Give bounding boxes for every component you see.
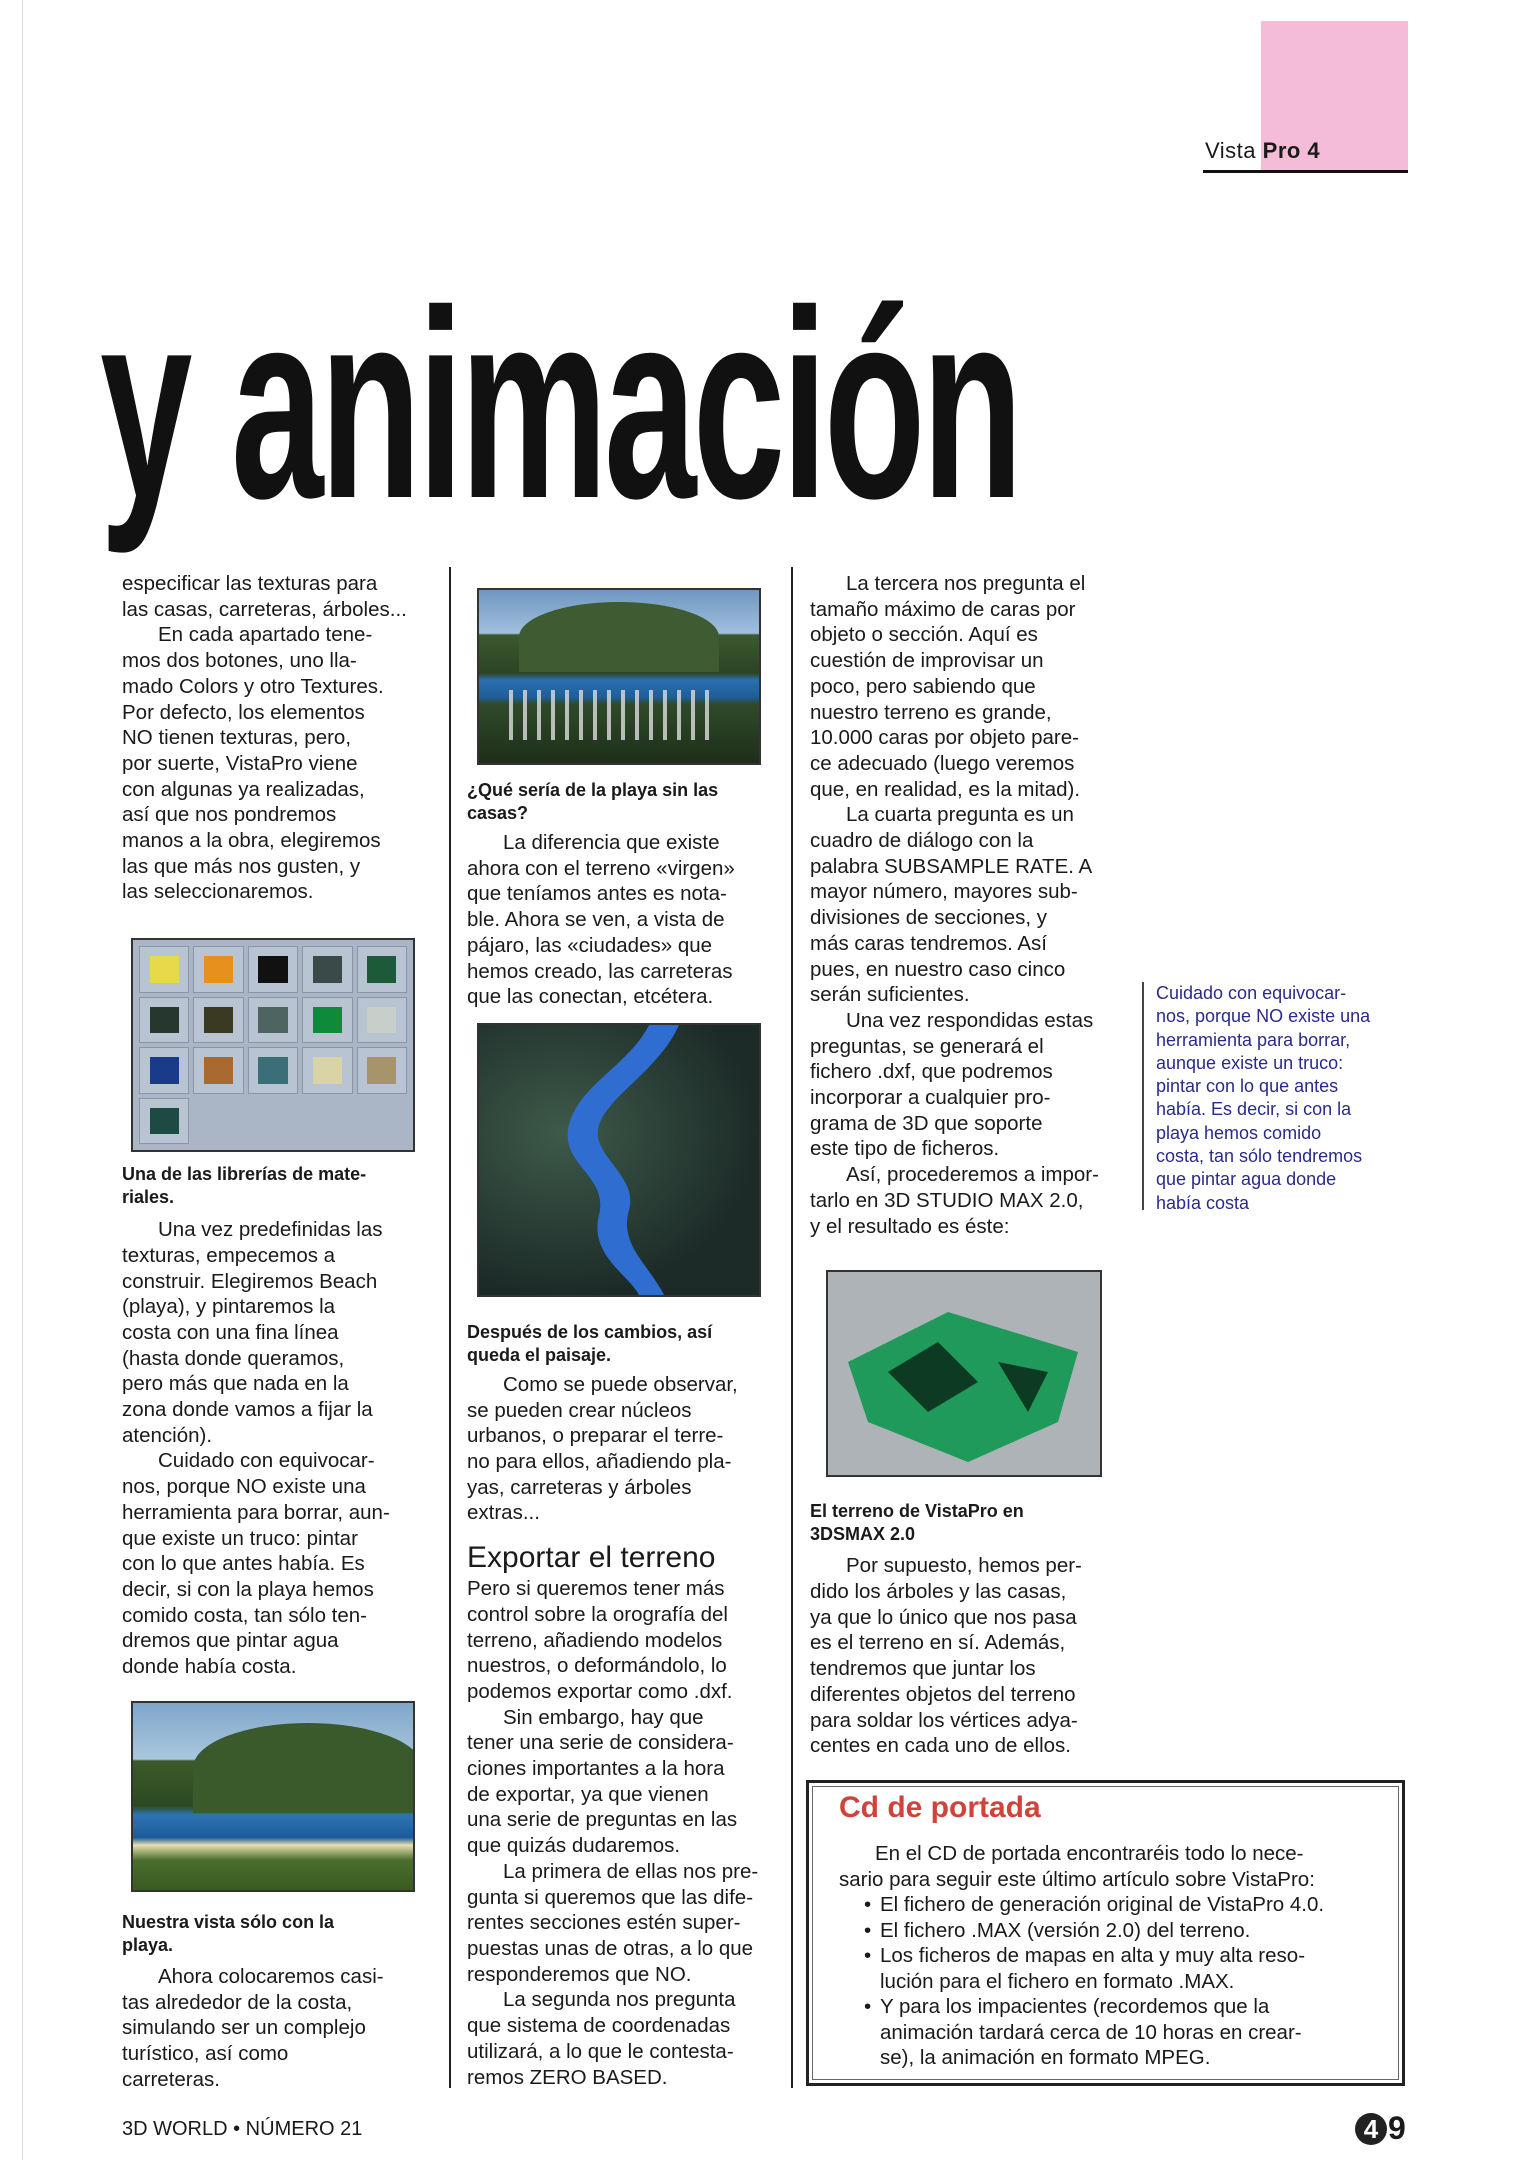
paragraph: La segunda nos pregunta que sistema de coordenadas utilizará, a lo que le contesta- remos ZERO BASED.	[467, 1988, 736, 2089]
texture-swatch	[139, 1047, 189, 1094]
figure-caption: Después de los cambios, así queda el paisaje.	[467, 1321, 713, 1365]
paragraph: En cada apartado tene- mos dos botones, uno lla- mado Colors y otro Textures. Por defecto, los elementos NO tienen texturas, pero, por suerte, VistaPro viene con algunas ya realizadas, así que nos pondremos manos a la obra, elegiremos las que más nos gusten, y las seleccionaremos.	[122, 623, 384, 904]
figure-caption: Nuestra vista sólo con la playa.	[122, 1911, 335, 1955]
paragraph: La diferencia que existe ahora con el terreno «virgen» que teníamos antes es nota- ble. Ahora se ven, a vista de pájaro, las «ciudades» que hemos creado, las carreteras que las conectan, etcétera.	[467, 831, 735, 1009]
terrain-mesh	[828, 1272, 1100, 1475]
list-item: • Los ficheros de mapas en alta y muy alta reso- lución para el fichero en formato .MAX.	[864, 1943, 1324, 1994]
figure-caption: Una de las librerías de mate- riales.	[122, 1164, 367, 1208]
paragraph: Cuidado con equivocar- nos, porque NO existe una herramienta para borrar, aun- que existe un truco: pintar con lo que antes había. Es decir, si con la playa hemos comido costa, tan sólo ten- dremos que pintar agua donde había costa.	[122, 1449, 390, 1679]
column-1	[122, 571, 432, 2092]
header-rule	[1203, 170, 1408, 173]
3dsmax-terrain-image	[826, 1270, 1102, 1477]
cd-box-title: Cd de portada	[839, 1791, 1041, 1824]
figure-caption: ¿Qué sería de la playa sin las casas?	[467, 780, 719, 823]
list-item: • Y para los impacientes (recordemos que la animación tardará cerca de 10 horas en crear- se), la animación en formato MPEG.	[864, 1994, 1324, 2071]
texture-swatch	[193, 946, 243, 993]
page-number	[1355, 2110, 1406, 2147]
texture-swatch	[193, 1047, 243, 1094]
beach-render-image	[131, 1701, 415, 1892]
page-number-rest: 9	[1388, 2110, 1406, 2146]
column-divider	[791, 567, 793, 2088]
paragraph: Una vez respondidas estas preguntas, se generará el fichero .dxf, que podremos incorporar a cualquier pro- grama de 3D que soporte este tipo de ficheros.	[810, 1008, 1094, 1161]
article-title: y animación	[100, 254, 1020, 554]
page-number-circle: 4	[1355, 2113, 1387, 2145]
header-brand-light: Vista	[1205, 138, 1257, 163]
town-render-image	[477, 588, 761, 765]
paragraph: Como se puede observar, se pueden crear núcleos urbanos, o preparar el terre- no para ellos, añadiendo pla- yas, carreteras y árboles extras...	[467, 1372, 738, 1525]
paragraph: La tercera nos pregunta el tamaño máximo de caras por objeto o sección. Aquí es cuestión de improvisar un poco, pero sabiendo que nuestro terreno es grande, 10.000 caras por objeto pare- ce adecuado (luego veremos que, en realidad, es la mitad).	[810, 572, 1086, 801]
texture-swatch	[193, 997, 243, 1044]
texture-swatch	[357, 946, 407, 993]
paragraph: La cuarta pregunta es un cuadro de diálogo con la palabra SUBSAMPLE RATE. A mayor número, mayores sub- divisiones de secciones, y más caras tendremos. Así pues, en nuestro caso cinco serán suficientes.	[810, 803, 1093, 1007]
cd-box-intro: En el CD de portada encontraréis todo lo nece- sario para seguir este último artículo sobre VistaPro:	[839, 1842, 1315, 1891]
paragraph: especificar las texturas para las casas, carreteras, árboles...	[122, 572, 407, 621]
paragraph: Ahora colocaremos casi- tas alrededor de la costa, simulando ser un complejo turístico, así como carreteras.	[122, 1964, 384, 2091]
texture-swatch	[302, 997, 352, 1044]
column-divider	[449, 567, 451, 2088]
texture-swatch	[248, 946, 298, 993]
texture-swatch	[139, 997, 189, 1044]
figure-caption: El terreno de VistaPro en 3DSMAX 2.0	[810, 1501, 1024, 1545]
footer-publication: 3D WORLD • NÚMERO 21	[122, 2118, 363, 2140]
column-2	[467, 588, 779, 2090]
river-shape	[479, 1025, 759, 1295]
running-header	[1205, 138, 1320, 164]
list-item: • El fichero de generación original de VistaPro 4.0.	[864, 1892, 1324, 1918]
paragraph: Sin embargo, hay que tener una serie de considera- ciones importantes a la hora de exportar, ya que vienen una serie de preguntas en las que quizás dudaremos.	[467, 1705, 738, 1858]
texture-swatch	[357, 997, 407, 1044]
paragraph: Por supuesto, hemos per- dido los árboles y las casas, ya que lo único que nos pasa es el terreno en sí. Además, tendremos que juntar los diferentes objetos del terreno para soldar los vértices adya- centes en cada uno de ellos.	[810, 1554, 1082, 1758]
paragraph: Así, procederemos a impor- tarlo en 3D STUDIO MAX 2.0, y el resultado es éste:	[810, 1163, 1099, 1238]
header-brand-bold: Pro 4	[1262, 138, 1321, 163]
texture-library-image	[131, 938, 415, 1152]
paragraph: Una vez predefinidas las texturas, empecemos a construir. Elegiremos Beach (playa), y pintaremos la costa con una fina línea (hasta donde queramos, pero más que nada en la zona donde vamos a fijar la atención).	[122, 1218, 383, 1447]
paragraph: La primera de ellas nos pre- gunta si queremos que las dife- rentes secciones estén super- puestas unas de otras, a lo que responderemos que NO.	[467, 1859, 759, 1986]
texture-swatch	[248, 1047, 298, 1094]
texture-swatch	[302, 1047, 352, 1094]
cd-contents-list	[864, 1892, 1324, 2071]
texture-swatch	[302, 946, 352, 993]
column-3	[810, 571, 1125, 1759]
list-item: • El fichero .MAX (versión 2.0) del terreno.	[864, 1918, 1324, 1944]
texture-swatch	[357, 1047, 407, 1094]
pullquote: Cuidado con equivocar- nos, porque NO existe una herramienta para borrar, aunque existe un truco: pintar con lo que antes había. Es decir, si con la playa hemos comido costa, tan sólo tendremos que pintar agua donde había costa	[1156, 983, 1371, 1213]
paragraph: Pero si queremos tener más control sobre la orografía del terreno, añadiendo modelos nuestros, o deformándolo, lo podemos exportar como .dxf.	[467, 1577, 733, 1703]
page-edge	[22, 0, 23, 2160]
texture-swatch	[139, 1098, 189, 1145]
cd-info-box	[806, 1780, 1405, 2086]
aerial-map-image	[477, 1023, 761, 1297]
texture-swatch	[248, 997, 298, 1044]
texture-swatch	[139, 946, 189, 993]
pullquote-rule	[1142, 982, 1144, 1210]
section-heading: Exportar el terreno	[467, 1541, 716, 1575]
